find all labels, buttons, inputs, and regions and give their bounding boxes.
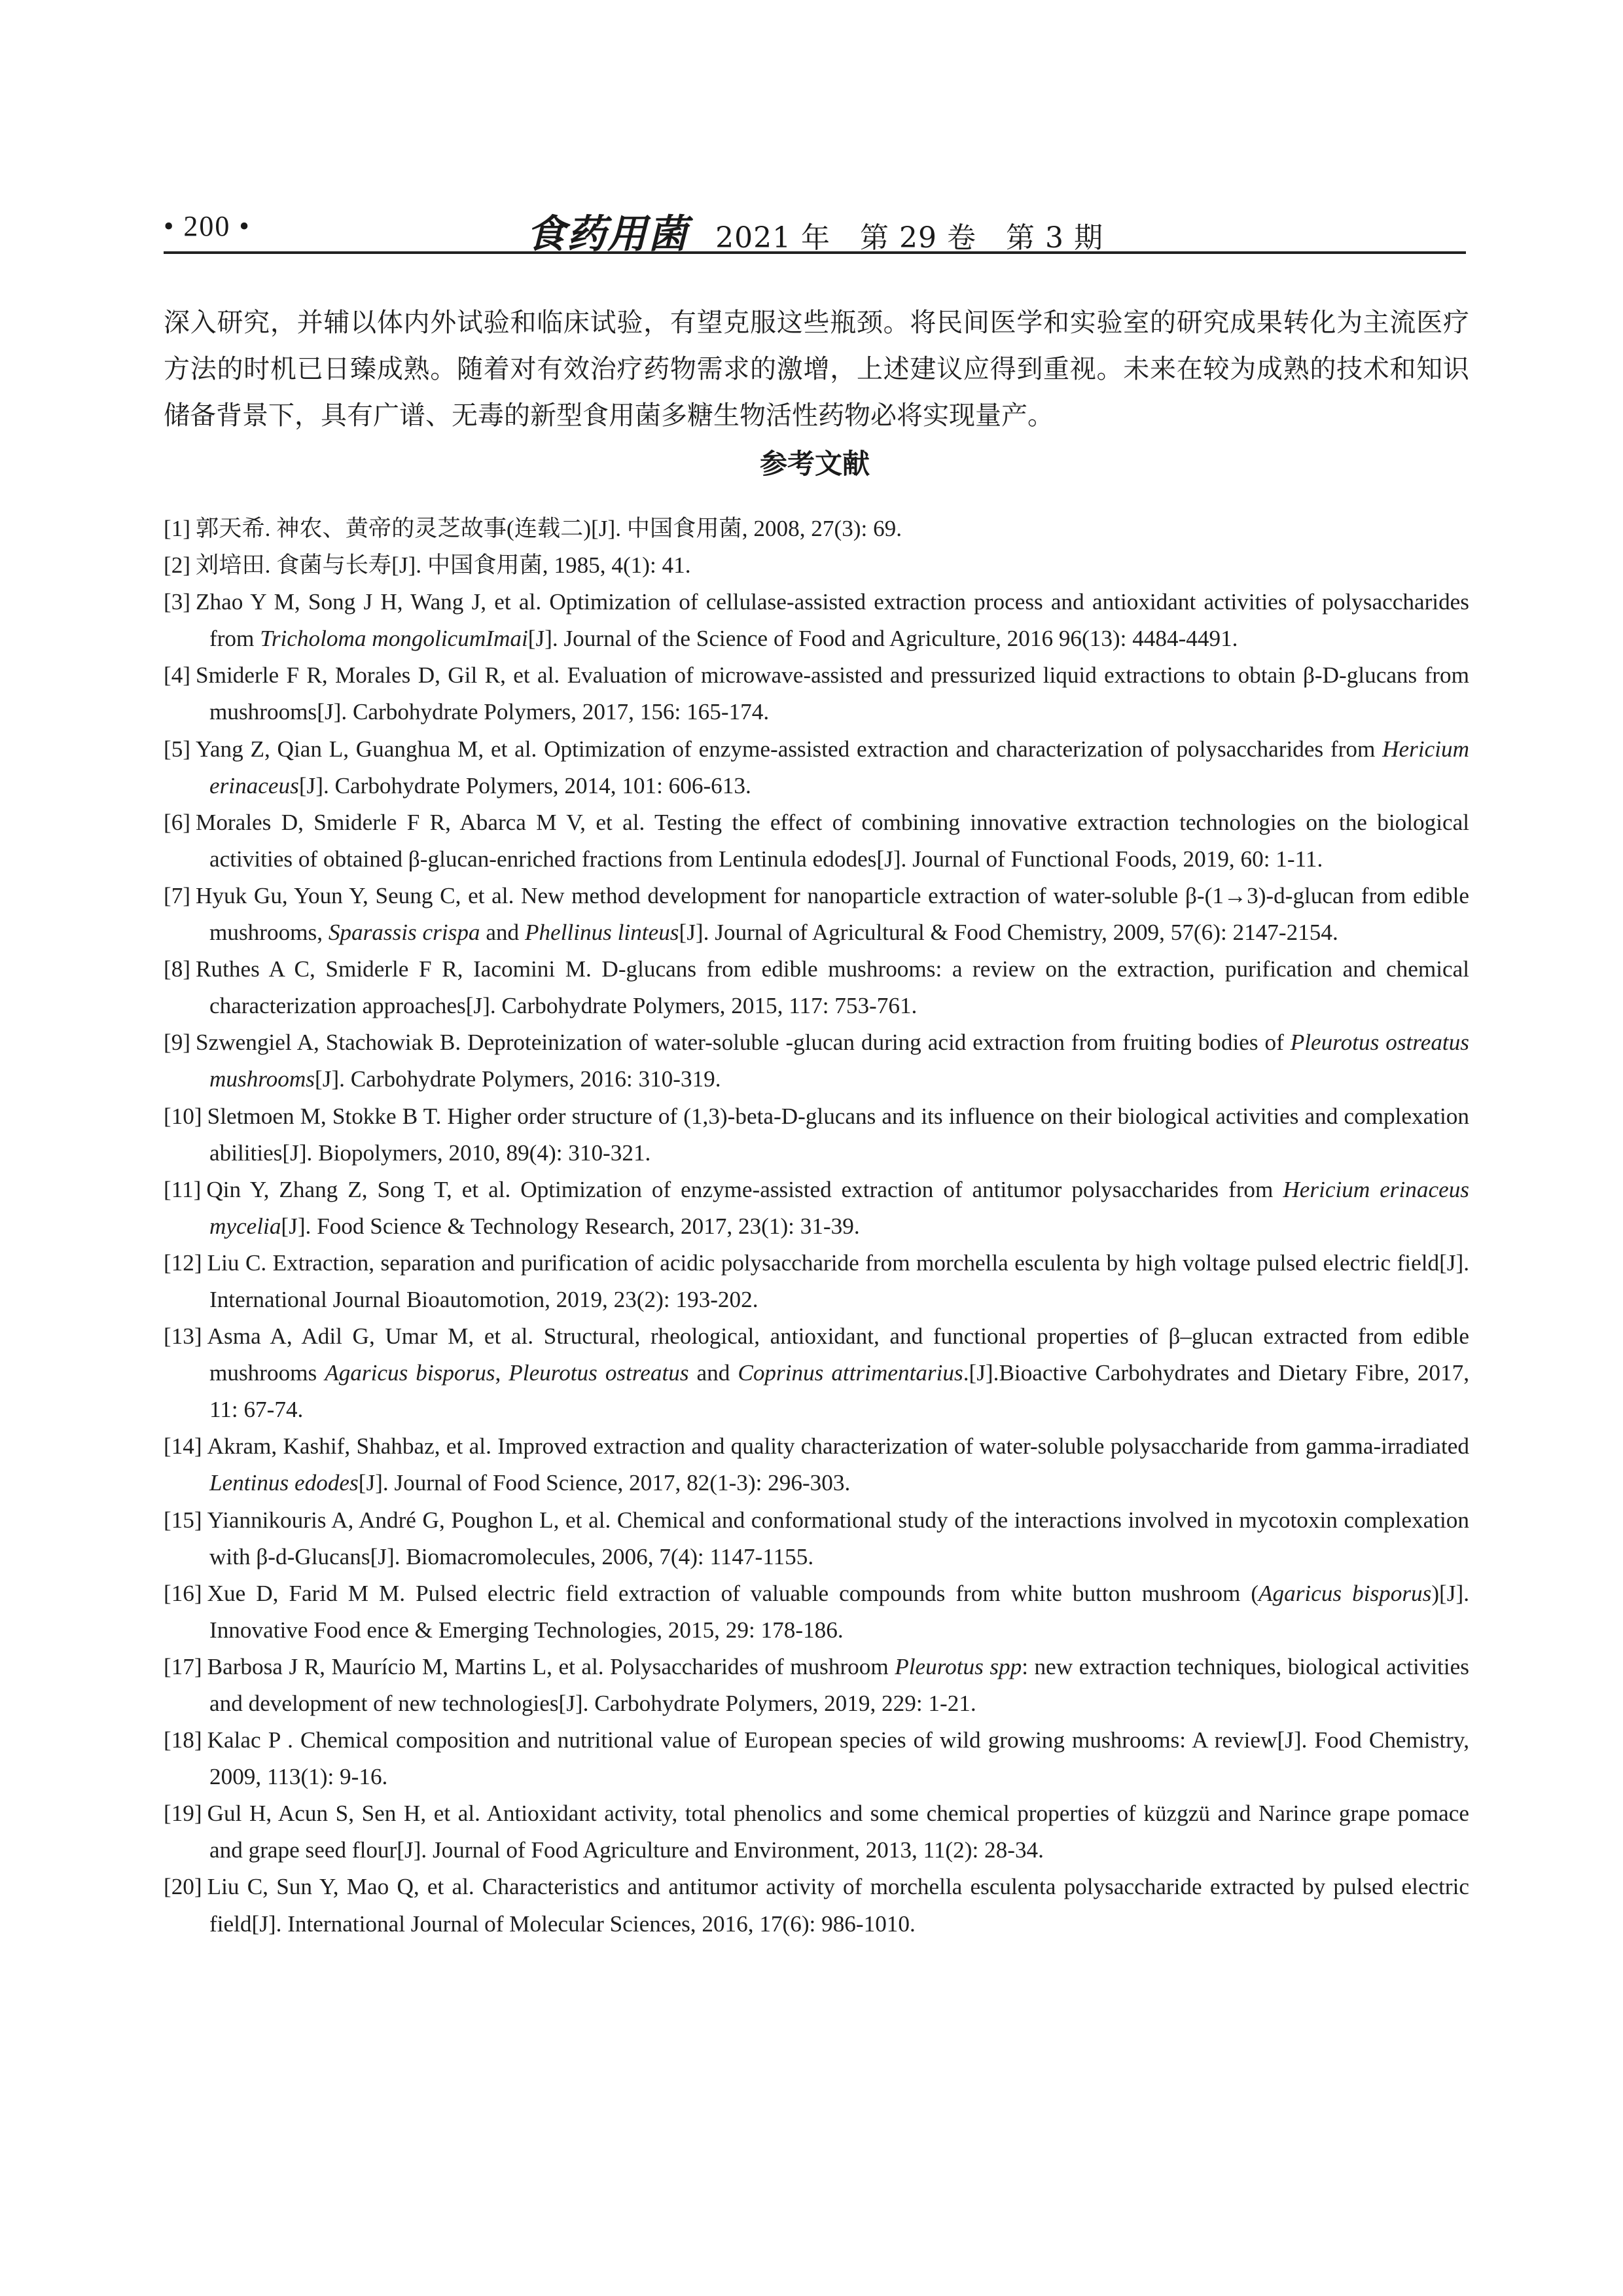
reference-item bbox=[164, 1869, 1469, 1942]
reference-text: 刘培田. 食菌与长寿[J]. 中国食用菌, 1985, 4(1): 41. bbox=[196, 552, 691, 579]
page-number: • 200 • bbox=[164, 210, 251, 242]
reference-italic-text: Tricholoma mongolicumImai bbox=[260, 626, 528, 652]
reference-text: [J]. Carbohydrate Polymers, 2014, 101: 606-613. bbox=[298, 772, 751, 798]
reference-number: [4] bbox=[164, 662, 191, 689]
reference-item bbox=[164, 1428, 1469, 1501]
running-header bbox=[164, 191, 1466, 257]
reference-number: [15] bbox=[164, 1507, 202, 1533]
reference-text: and bbox=[688, 1360, 738, 1386]
reference-list bbox=[164, 511, 1469, 1943]
reference-item bbox=[164, 878, 1469, 951]
reference-text: Akram, Kashif, Shahbaz, et al. Improved extraction and quality characterization of water-soluble polysaccharide from gamma-irradiated bbox=[207, 1433, 1469, 1460]
reference-item bbox=[164, 1318, 1469, 1428]
reference-text: , bbox=[495, 1360, 509, 1386]
reference-item bbox=[164, 511, 1469, 547]
reference-number: [10] bbox=[164, 1103, 202, 1129]
reference-text: [J]. Journal of Food Science, 2017, 82(1-3): 296-303. bbox=[358, 1470, 851, 1496]
reference-text: [J]. Carbohydrate Polymers, 2016: 310-319. bbox=[314, 1066, 721, 1092]
reference-italic-text: Coprinus attrimentarius bbox=[738, 1360, 963, 1386]
reference-text: Liu C. Extraction, separation and purification of acidic polysaccharide from morchella esculenta by high voltage pulsed electric field[J]. International Journal Bioautomotion, 2019, 23(2): 193-202. bbox=[207, 1249, 1469, 1312]
reference-item bbox=[164, 1172, 1469, 1245]
reference-text: Yang Z, Qian L, Guanghua M, et al. Optimization of enzyme-assisted extraction and characterization of polysaccharides from bbox=[196, 736, 1383, 762]
reference-number: [9] bbox=[164, 1030, 191, 1056]
reference-text: Gul H, Acun S, Sen H, et al. Antioxidant activity, total phenolics and some chemical properties of küzgzü and Narince grape pomace and grape seed flour[J]. Journal of Food Agriculture and Environment, 2013, 11(2): 28-34. bbox=[207, 1801, 1469, 1863]
reference-text: )[J]. Innovative Food ence & Emerging Technologies, 2015, 29: 178-186. bbox=[209, 1580, 1469, 1643]
reference-number: [7] bbox=[164, 882, 191, 908]
reference-number: [19] bbox=[164, 1801, 202, 1827]
reference-number: [2] bbox=[164, 552, 191, 579]
body-paragraph: 深入研究，并辅以体内外试验和临床试验，有望克服这些瓶颈。将民间医学和实验室的研究成果转化为主流医疗方法的时机已日臻成熟。随着对有效治疗药物需求的激增，上述建议应得到重视。未来在较为成熟的技术和知识储备背景下，具有广谱、无毒的新型食用菌多糖生物活性药物必将实现量产。 bbox=[164, 308, 1469, 431]
reference-number: [1] bbox=[164, 516, 191, 541]
reference-text: Barbosa J R, Maurício M, Martins L, et al. Polysaccharides of mushroom bbox=[207, 1653, 895, 1679]
reference-number: [13] bbox=[164, 1323, 202, 1350]
reference-text: 郭天希. 神农、黄帝的灵芝故事(连载二)[J]. 中国食用菌, 2008, 27(3): 69. bbox=[196, 516, 902, 541]
reference-text: Xue D, Farid M M. Pulsed electric field extraction of valuable compounds from white button mushroom ( bbox=[207, 1580, 1259, 1606]
reference-item bbox=[164, 1649, 1469, 1722]
reference-number: [6] bbox=[164, 809, 191, 835]
reference-italic-text: Sparassis crispa bbox=[328, 920, 480, 946]
references-heading: 参考文献 bbox=[759, 448, 870, 480]
reference-text: [J]. Journal of Agricultural & Food Chemistry, 2009, 57(6): 2147-2154. bbox=[679, 920, 1338, 946]
reference-italic-text: Phellinus linteus bbox=[524, 920, 679, 946]
reference-item bbox=[164, 1024, 1469, 1098]
reference-item bbox=[164, 951, 1469, 1024]
reference-italic-text: Lentinus edodes bbox=[209, 1470, 359, 1496]
reference-text: Sletmoen M, Stokke B T. Higher order structure of (1,3)-beta-D-glucans and its influence on their biological activities and complexation abilities[J]. Biopolymers, 2010, 89(4): 310-321. bbox=[207, 1103, 1469, 1166]
reference-number: [5] bbox=[164, 736, 191, 762]
reference-item bbox=[164, 804, 1469, 878]
reference-number: [3] bbox=[164, 589, 191, 615]
reference-item bbox=[164, 657, 1469, 730]
reference-number: [14] bbox=[164, 1433, 202, 1460]
reference-italic-text: Hericium erinaceus mycelia bbox=[209, 1176, 1469, 1239]
reference-item bbox=[164, 1245, 1469, 1318]
reference-italic-text: Agaricus bisporus bbox=[325, 1360, 495, 1386]
reference-text: Liu C, Sun Y, Mao Q, et al. Characteristics and antitumor activity of morchella esculenta polysaccharide extracted by pulsed electric field[J]. International Journal of Molecular Sciences, 2016, 17(6): 986-1010. bbox=[207, 1874, 1469, 1937]
reference-text: Qin Y, Zhang Z, Song T, et al. Optimization of enzyme-assisted extraction of antitumor polysaccharides from bbox=[206, 1176, 1283, 1202]
reference-number: [16] bbox=[164, 1580, 202, 1606]
reference-italic-text: Hericium erinaceus bbox=[209, 736, 1469, 798]
reference-text: Zhao Y M, Song J H, Wang J, et al. Optimization of cellulase-assisted extraction process and antioxidant activities of polysaccharides from bbox=[196, 589, 1469, 652]
reference-italic-text: Pleurotus ostreatus bbox=[508, 1360, 689, 1386]
reference-italic-text: Pleurotus ostreatus mushrooms bbox=[209, 1030, 1469, 1092]
reference-number: [20] bbox=[164, 1874, 202, 1900]
journal-title-line bbox=[164, 203, 1466, 259]
reference-number: [11] bbox=[164, 1176, 202, 1202]
reference-text: Morales D, Smiderle F R, Abarca M V, et al. Testing the effect of combining innovative extraction technologies on the biological activities of obtained β-glucan-enriched fractions from Lentinula edodes[J]. Journal of Functional Foods, 2019, 60: 1-11. bbox=[196, 809, 1469, 872]
reference-item bbox=[164, 1722, 1469, 1795]
reference-number: [12] bbox=[164, 1249, 202, 1276]
reference-text: [J]. Journal of the Science of Food and Agriculture, 2016 96(13): 4484-4491. bbox=[527, 626, 1238, 652]
reference-item bbox=[164, 1575, 1469, 1649]
reference-number: [17] bbox=[164, 1653, 202, 1679]
reference-text: .[J].Bioactive Carbohydrates and Dietary Fibre, 2017, 11: 67-74. bbox=[209, 1360, 1469, 1423]
reference-text: [J]. Food Science & Technology Research, 2017, 23(1): 31-39. bbox=[281, 1213, 860, 1239]
reference-text: Hyuk Gu, Youn Y, Seung C, et al. New method development for nanoparticle extraction of water-soluble β-(1→3)-d-glucan from edible mushrooms, bbox=[196, 882, 1469, 946]
reference-item bbox=[164, 731, 1469, 804]
reference-item bbox=[164, 1795, 1469, 1869]
reference-text: Yiannikouris A, André G, Poughon L, et al. Chemical and conformational study of the interactions involved in mycotoxin complexation with β-d-Glucans[J]. Biomacromolecules, 2006, 7(4): 1147-1155. bbox=[207, 1507, 1469, 1570]
reference-text: Szwengiel A, Stachowiak B. Deproteinization of water-soluble -glucan during acid extraction from fruiting bodies of bbox=[196, 1030, 1291, 1056]
reference-text: Smiderle F R, Morales D, Gil R, et al. Evaluation of microwave-assisted and pressurized liquid extractions to obtain β-D-glucans from mushrooms[J]. Carbohydrate Polymers, 2017, 156: 165-174. bbox=[196, 662, 1469, 725]
reference-item bbox=[164, 1098, 1469, 1172]
reference-text: Ruthes A C, Smiderle F R, Iacomini M. D-glucans from edible mushrooms: a review on the extraction, purification and chemical characterization approaches[J]. Carbohydrate Polymers, 2015, 117: 753-761. bbox=[196, 956, 1469, 1019]
reference-item bbox=[164, 547, 1469, 584]
reference-text: and bbox=[480, 920, 525, 946]
reference-text: Kalac P . Chemical composition and nutritional value of European species of wild growing mushrooms: A review[J]. Food Chemistry, 2009, 113(1): 9-16. bbox=[207, 1727, 1469, 1790]
reference-text: Asma A, Adil G, Umar M, et al. Structural, rheological, antioxidant, and functional properties of β–glucan extracted from edible mushrooms bbox=[207, 1323, 1469, 1386]
reference-number: [18] bbox=[164, 1727, 202, 1753]
reference-item bbox=[164, 1502, 1469, 1575]
reference-italic-text: Agaricus bisporus bbox=[1258, 1580, 1432, 1606]
journal-issue: 2021 年 第 29 卷 第 3 期 bbox=[715, 221, 1103, 255]
journal-name: 食药用菌 bbox=[526, 211, 688, 257]
reference-italic-text: Pleurotus spp bbox=[895, 1653, 1022, 1679]
reference-text: : new extraction techniques, biological activities and development of new technologies[J]. Carbohydrate Polymers, 2019, 229: 1-21. bbox=[209, 1653, 1469, 1716]
reference-item bbox=[164, 584, 1469, 657]
reference-number: [8] bbox=[164, 956, 191, 982]
